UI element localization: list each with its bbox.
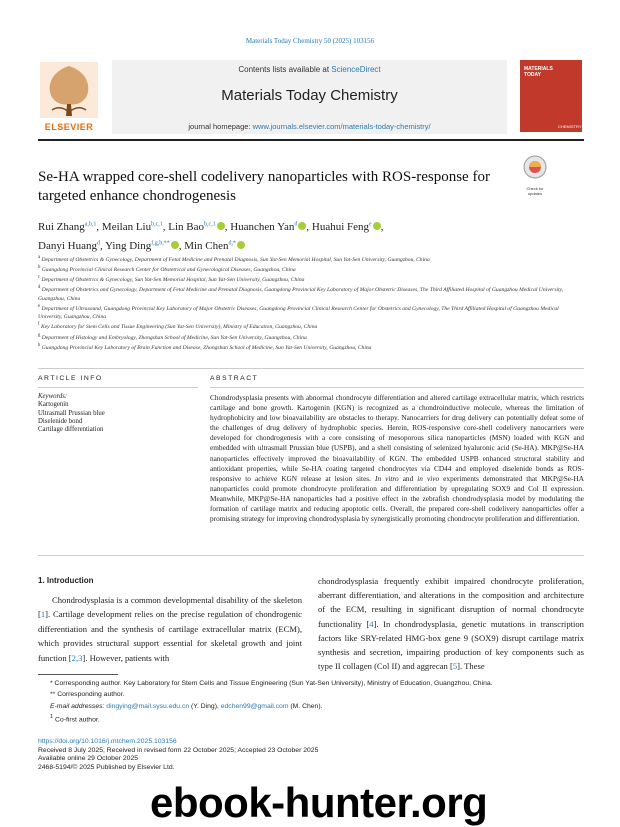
header-rule — [38, 139, 584, 141]
affiliation — [38, 274, 584, 284]
footnotes — [38, 678, 584, 725]
author[interactable] — [105, 240, 184, 252]
ref-link[interactable]: 2,3 — [71, 652, 83, 663]
author-name[interactable]: Min Chen — [184, 240, 229, 253]
article-info-heading: ARTICLE INFO — [38, 375, 103, 382]
author[interactable] — [312, 221, 384, 233]
intro-col-1 — [38, 593, 302, 665]
footnote-corresponding-1 — [38, 678, 584, 689]
affiliation-marker: h — [38, 342, 41, 348]
author-name[interactable]: Ying Ding — [105, 240, 152, 253]
affiliation — [38, 254, 584, 264]
author-separator: , — [224, 220, 231, 233]
journal-citation[interactable]: Materials Today Chemistry 50 (2025) 103156 — [245, 37, 375, 45]
abstract-rule — [210, 387, 584, 388]
author-separator: , — [99, 240, 106, 253]
affiliation — [38, 303, 584, 321]
check-updates-label[interactable]: Check for updates — [526, 186, 544, 196]
orcid-icon[interactable] — [171, 241, 179, 249]
copyright: 2468-5194/© 2025 Published by Elsevier Ltd. — [38, 764, 175, 772]
footnote-mark: ** — [50, 691, 56, 699]
body-text: ]. However, patients with — [82, 652, 170, 663]
author-affiliation-marker[interactable]: d — [294, 221, 298, 227]
contents-prefix: Contents lists available at — [238, 65, 332, 74]
author-separator: , — [162, 220, 169, 233]
abstract-part: Chondrodysplasia presents with abnormal chondrocyte differentiation and altered cartilage extracellular matrix, which restricts cartilage and bone growth. Kartogenin (KGN) is recognized as a chondroinductive molecule, whereas the limitation of hydrophobicity and low bioavailability are obstacles to therapy. Nanocarriers for drug delivery can potentially defeat some of the challenges of drug delivery of hydrophobic species. Herein, ROS-responsive core-shell codelivery nanocarriers were developed for chondrogenesis with a core consisting of mesoporous silica nanoparticles (MSN) loaded with KGN and embedded with ultrasmall Prussian blue (USPB), and a shell consisting of selenized hyaluronic acid (Se-HA). MKP@Se-HA nanoparticles effectively improved the bioavailability of KGN. The embedded USPB enhanced structural stability and antioxidant properties, while Se-HA coating targeted chondrocytes via CD44 and employed diselenide bonds as ROS-responsive to achieve KGN release at lesion sites. — [210, 393, 584, 483]
affiliation-marker: f — [38, 322, 40, 328]
section-rule — [38, 368, 584, 369]
body-text: chondrodysplasia frequently exhibit impaired chondrocyte proliferation, aberrant differentiation, and alterations in the composition and architecture of the ECM, resulting in significant disruption of normal chondrocyte functionality [ — [318, 576, 584, 629]
publisher-name: ELSEVIER — [44, 122, 94, 132]
footnote-text: Corresponding author. Key Laboratory for Stem Cells and Tissue Engineering (Sun Yat-Sen University), Ministry of Education, Guangzhou, China. — [54, 680, 493, 687]
footnote-cofirst — [38, 712, 584, 726]
footnote-emails — [38, 701, 584, 712]
author-name[interactable]: Meilan Liu — [101, 220, 152, 233]
orcid-icon[interactable] — [373, 222, 381, 230]
author-separator: , — [178, 240, 185, 253]
affiliations — [38, 254, 584, 352]
doi-link[interactable]: https://doi.org/10.1016/j.mtchem.2025.103156 — [38, 738, 177, 745]
author-affiliation-marker[interactable]: e — [369, 221, 372, 227]
email-owner: (M. Chen). — [288, 702, 323, 710]
affiliation-marker: a — [38, 255, 41, 260]
abstract-italic: In vitro — [375, 473, 399, 483]
footnote-mark: * — [50, 680, 53, 687]
orcid-icon[interactable] — [237, 241, 245, 249]
email-link[interactable]: dingying@mail.sysu.edu.cn — [106, 702, 190, 710]
email-link[interactable]: edchen99@gmail.com — [220, 702, 289, 710]
affiliation-marker: c — [38, 275, 41, 281]
email-owner: (Y. Ding), — [189, 702, 221, 710]
author[interactable] — [102, 221, 168, 233]
keyword: Diselenide bond — [38, 417, 83, 425]
abstract-text — [210, 393, 584, 524]
ref-link[interactable]: 4 — [369, 618, 374, 629]
author-name[interactable]: Danyi Huang — [38, 240, 97, 253]
affiliation-text: Guangdong Provincial Key Laboratory of Brain Function and Disease, Zhongshan School of Medicine, Sun Yat-Sen University, Guangzhou, China — [41, 344, 372, 351]
author-affiliation-marker[interactable]: a,b,1 — [84, 221, 97, 227]
author-affiliation-marker[interactable]: b,c,1 — [151, 221, 163, 227]
affiliation — [38, 342, 584, 352]
affiliation — [38, 284, 584, 302]
article-info-rule — [38, 387, 198, 388]
affiliation-text: Department of Obstetrics & Gynecology, Department of Fetal Medicine and Prenatal Diagnosis, Sun Yat-Sen Memorial Hospital, Sun Yat-Sen University, Guangzhou, China — [41, 256, 430, 263]
abstract-heading: ABSTRACT — [210, 375, 259, 382]
affiliation-text: Department of Obstetrics & Gynecology, Sun Yat-Sen Memorial Hospital, Sun Yat-Sen University, Guangzhou, China — [41, 277, 305, 284]
body-text: ]. These — [457, 661, 485, 672]
author-affiliation-marker[interactable]: d,* — [228, 240, 237, 247]
author-separator: , — [306, 220, 312, 233]
body-text: Chondrodysplasia is a common developmental disability of the skeleton [ — [38, 595, 302, 620]
author-affiliation-marker[interactable]: f,g,b,** — [151, 240, 170, 247]
watermark: ebook-hunter.org — [150, 779, 488, 826]
cover-subtitle: CHEMISTRY — [558, 124, 582, 129]
footnote-text: Co-first author. — [55, 716, 100, 724]
author[interactable] — [38, 240, 105, 252]
author-separator: , — [380, 220, 384, 233]
intro-heading: 1. Introduction — [38, 576, 94, 585]
affiliation-text: Department of Histology and Embryology, Zhongshan School of Medicine, Sun Yat-Sen University, Guangzhou, China — [41, 334, 307, 341]
homepage-prefix: journal homepage: — [188, 122, 253, 131]
affiliation-text: Department of Obstetrics and Gynecology, Department of Fetal Medicine and Prenatal Diagnosis, Guangdong Provincial Key Laboratory of Major Obstetric Diseases, The Third Affiliated Hospital of Guangzhou Medical University, Guangzhou, China — [38, 287, 564, 302]
article-meta — [38, 738, 584, 773]
body-text: ]. In chondrodysplasia, genetic mutations in transcription factors like SRY-related HMG-box gene 9 (SOX9) disrupt cartilage matrix synthesis and secretion, impairing production of key components such as type II collagen (Col II) and aggrecan [ — [318, 618, 584, 672]
author-name[interactable]: Huanchen Yan — [230, 220, 295, 233]
ref-link[interactable]: 1 — [40, 609, 46, 620]
footnote-rule — [38, 674, 118, 675]
online-date: Available online 29 October 2025 — [38, 755, 139, 763]
journal-homepage — [112, 122, 507, 131]
footnote-mark: 1 — [50, 713, 54, 720]
author[interactable] — [230, 221, 312, 233]
author-affiliation-marker[interactable]: d — [96, 240, 100, 247]
check-updates-icon[interactable] — [520, 154, 550, 184]
author-list — [38, 216, 584, 255]
homepage-link[interactable]: www.journals.elsevier.com/materials-today-chemistry/ — [252, 122, 431, 131]
intro-col-2 — [318, 574, 584, 673]
abstract-part: experiments demonstrated that MKP@Se-HA nanoparticles could promote chondrocyte proliferation and differentiation by upregulating SOX9 and Col II expression. Meanwhile, MKP@Se-HA nanoparticles had a positive effect in the zebrafish chondrodysplasia model by modulating the formation of cartilage matrix and reducing apoptotic cells. Overall, the prepared core-shell codelivery nanoparticles offer a promising strategy for improving chondrodysplasia by synergistically promoting chondrocyte proliferation and differentiation. — [210, 473, 584, 524]
ref-link[interactable]: 5 — [452, 661, 458, 672]
keywords-block — [38, 393, 198, 434]
abstract-part: and — [398, 473, 418, 483]
orcid-icon[interactable] — [217, 222, 225, 230]
cover-title: MATERIALS TODAY — [524, 66, 553, 78]
abstract-bottom-rule — [38, 555, 584, 556]
affiliation-text: Key Laboratory for Stem Cells and Tissue Engineering (Sun Yat-Sen University), Ministry of Education, Guangzhou, China — [40, 324, 318, 331]
body-text: ]. Cartilage development relies on the precise regulation of chondrogenic differentiation and the synthesis of cartilage extracellular matrix (ECM), which provides structural support essential for skeletal growth and joint function [ — [38, 609, 302, 663]
footnote-text: Corresponding author. — [57, 691, 125, 699]
journal-name: Materials Today Chemistry — [221, 87, 398, 104]
affiliation-marker: d — [38, 285, 41, 291]
author-affiliation-marker[interactable]: b,c,1 — [204, 221, 216, 227]
email-label: E-mail addresses: — [50, 702, 107, 710]
affiliation — [38, 321, 584, 331]
affiliation-text: Department of Ultrasound, Guangdong Provincial Key Laboratory of Major Obstetric Diseases, Guangdong Provincial Clinical Research Center for Obstetrics and Gynecology, The Third Affiliated Hospital of Guangzhou Medical University, Guangzhou, China — [38, 305, 559, 321]
affiliation-text: Guangdong Provincial Clinical Research Center for Obstetrical and Gynecological Diseases, Guangzhou, China — [41, 267, 296, 274]
contents-line — [112, 65, 507, 74]
footnote-corresponding-2 — [38, 689, 584, 700]
author-separator: , — [96, 220, 102, 233]
keywords-label: Keywords: — [38, 393, 68, 400]
abstract-italic: in vivo — [417, 473, 440, 483]
affiliation — [38, 264, 584, 274]
author-name[interactable]: Rui Zhang — [38, 220, 85, 233]
keyword: Cartilage differentiation — [38, 426, 104, 434]
author[interactable] — [168, 221, 230, 233]
author-name[interactable]: Lin Bao — [168, 220, 205, 233]
article-title: Se-HA wrapped core-shell codelivery nanoparticles with ROS-response for targeted enhance chondrogenesis — [38, 169, 490, 204]
author[interactable] — [38, 221, 102, 233]
affiliation-marker: b — [38, 265, 41, 271]
author-name[interactable]: Huahui Feng — [311, 220, 370, 233]
affiliation-marker: e — [38, 303, 41, 309]
sciencedirect-link[interactable]: ScienceDirect — [331, 65, 381, 74]
affiliation-marker: g — [38, 332, 41, 338]
keyword: Ultrasmall Prussian blue — [38, 409, 105, 417]
received-dates: Received 8 July 2025; Received in revised form 22 October 2025; Accepted 23 October 2025 — [38, 746, 319, 754]
author[interactable] — [184, 240, 245, 252]
keyword: Kartogenin — [38, 401, 69, 409]
affiliation — [38, 332, 584, 342]
